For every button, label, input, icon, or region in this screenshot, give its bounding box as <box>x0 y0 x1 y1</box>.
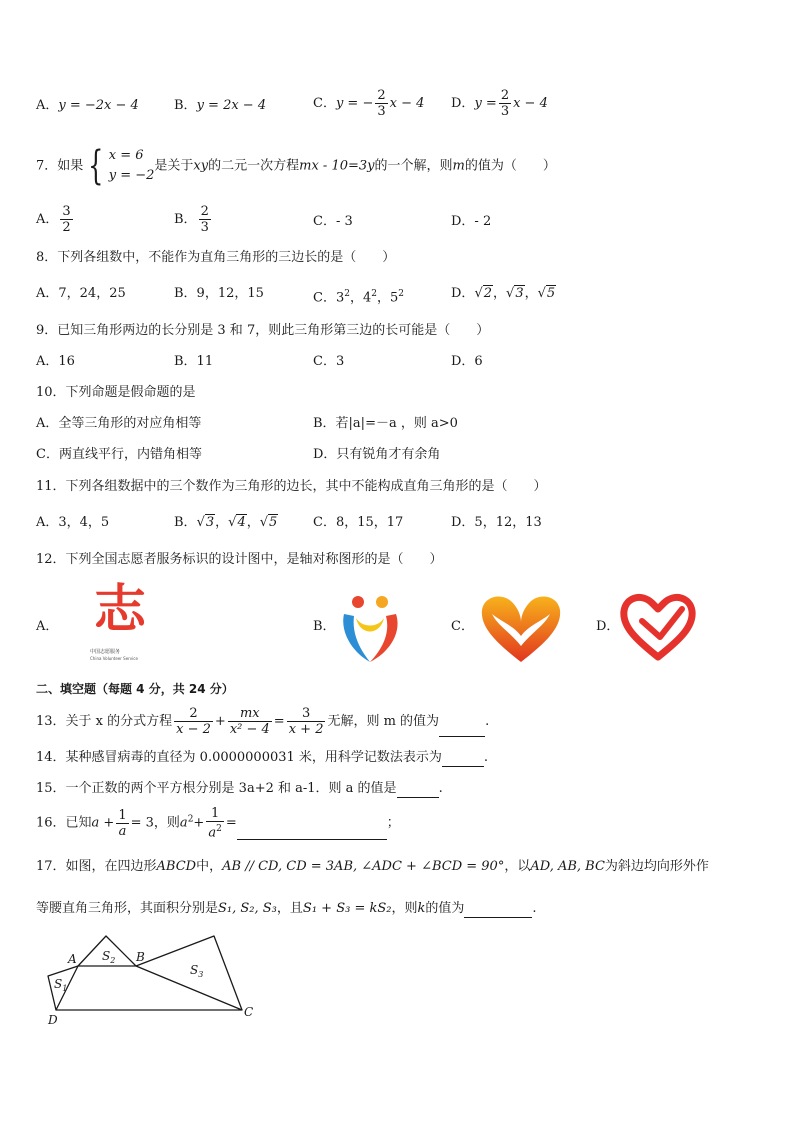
q7-num: 7．如果 <box>36 158 84 174</box>
q11-b-comma2: ， <box>246 515 260 530</box>
q9-option-d: D．6 <box>451 354 483 369</box>
label-a: A <box>68 952 77 966</box>
q13-answer-blank[interactable] <box>439 722 485 737</box>
q16-exp1: 2 <box>187 814 194 825</box>
q11-b-comma1: ， <box>215 515 229 530</box>
q11-option-b <box>174 514 278 532</box>
q8-d-rad2: 3 <box>515 286 524 301</box>
s2-letter: S <box>102 949 111 963</box>
q11-b-label: B． <box>174 515 197 530</box>
logo-c-heart <box>482 596 560 662</box>
q15-text: 15．一个正数的两个平方根分别是 3a+2 和 a-1．则 a 的值是 <box>36 781 397 796</box>
q17-l1-mid: 中， <box>196 859 223 874</box>
logo-b-center <box>356 618 384 632</box>
q9-option-b: B．11 <box>174 354 214 369</box>
q7-a-label: A． <box>36 212 59 227</box>
q10-option-d: D．只有锐角才有余角 <box>313 447 441 462</box>
q13-fraction-2 <box>228 706 272 737</box>
sqrt-icon: √3 <box>196 515 215 530</box>
q9-stem: 9．已知三角形两边的长分别是 3 和 7，则此三角形第三边的长可能是（ ） <box>36 323 490 338</box>
q7-eq: mx - 10=3y <box>299 158 375 174</box>
q13-f3-num: 3 <box>287 706 326 722</box>
q7-a-den: 2 <box>62 220 71 235</box>
q7-xy: xy <box>193 158 209 174</box>
q6-d-pre: y = <box>474 96 497 111</box>
q8-d-label: D． <box>451 286 475 301</box>
q13-end: . <box>485 714 490 729</box>
q8-option-c <box>313 285 404 307</box>
q17-l2-end: 的值为 <box>425 901 465 916</box>
q7-system <box>109 146 155 186</box>
q7-text3: 的一个解，则 <box>374 158 453 174</box>
q6-c-fraction <box>375 88 387 119</box>
q8-c-base1: C．3 <box>313 290 345 306</box>
q6-option-c-label: C． <box>313 96 336 111</box>
q8-d-rad1: 2 <box>483 286 493 301</box>
q8-d-rad3: 5 <box>546 286 556 301</box>
q9-option-a: A．16 <box>36 354 75 369</box>
q6-option-a-expr: y = −2x − 4 <box>58 98 139 113</box>
q10-option-b: B．若|a|=－a ，则 a>0 <box>313 416 458 431</box>
q7-text1: 是关于 <box>154 158 194 174</box>
q7-b-fraction <box>199 204 211 235</box>
q7-option-c: C．- 3 <box>313 214 353 229</box>
q15-answer-blank[interactable] <box>397 783 439 798</box>
sqrt-icon: √2 <box>474 286 493 301</box>
q16-pre: 16．已知 <box>36 815 92 831</box>
logo-a-glyph: 志 <box>94 580 147 640</box>
q8-c-exp1: 2 <box>344 289 350 299</box>
q17-areas: S₁, S₂, S₃ <box>218 901 277 916</box>
q16-fraction-1 <box>116 808 128 839</box>
q12-stem: 12．下列全国志愿者服务标识的设计图中，是轴对称图形的是（ ） <box>36 552 443 567</box>
q16-f1-den: a <box>118 823 127 839</box>
q16-line <box>36 806 400 840</box>
q10-stem: 10．下列命题是假命题的是 <box>36 385 196 400</box>
logo-b-head-orange <box>376 596 388 608</box>
s1-letter: S <box>54 977 63 991</box>
q13-pre: 13．关于 x 的分式方程 <box>36 714 173 729</box>
quadrilateral-abcd <box>56 966 242 1010</box>
q13-line <box>36 706 489 737</box>
logo-a-caption-en: China Volunteer Service <box>90 656 138 661</box>
q6-c-den: 3 <box>377 104 386 119</box>
q16-eq1: = 3 <box>130 815 154 831</box>
q12-option-c-label: C． <box>451 619 474 634</box>
volunteer-logo-c <box>478 592 564 664</box>
q16-answer-blank[interactable] <box>237 825 387 840</box>
q7-option-b <box>174 204 213 235</box>
s3-letter: S <box>190 963 199 977</box>
q17-figure <box>40 930 270 1030</box>
q8-d-comma1: ， <box>493 286 507 301</box>
q17-rel: S₁ + S₃ = kS₂ <box>302 901 392 916</box>
q16-f2-num: 1 <box>206 806 224 822</box>
q7-option-d: D．- 2 <box>451 214 492 229</box>
q7-text4: 的值为（ ） <box>464 158 556 174</box>
label-c: C <box>244 1005 254 1019</box>
q13-f1-num: 2 <box>174 706 213 722</box>
q14-line <box>36 749 488 767</box>
label-d: D <box>48 1013 58 1027</box>
q6-d-num: 2 <box>500 88 510 103</box>
sqrt-icon: √5 <box>537 286 556 301</box>
volunteer-logo-a <box>86 580 156 666</box>
q6-option-c <box>313 88 424 119</box>
q17-l1-end: 为斜边均向形外作 <box>604 859 709 874</box>
left-brace-icon: { <box>88 143 104 189</box>
q10-option-c: C．两直线平行，内错角相等 <box>36 447 202 462</box>
q10-option-a: A．全等三角形的对应角相等 <box>36 416 202 431</box>
q17-line-2 <box>36 900 537 918</box>
q11-b-rad2: 4 <box>237 515 246 530</box>
q16-mid: ，则 <box>153 815 180 831</box>
q6-c-num: 2 <box>377 88 386 103</box>
q17-line-1 <box>36 858 709 876</box>
q13-post: 无解，则 m 的值为 <box>327 714 440 729</box>
q8-c-base3: ，5 <box>376 290 399 306</box>
section-title: 二、填空题（每题 4 分，共 24 分） <box>36 682 234 696</box>
q12-option-b-label: B． <box>313 619 336 634</box>
q6-option-a-label: A． <box>36 98 59 113</box>
q7-b-num: 2 <box>200 204 209 219</box>
logo-d-hand <box>642 609 682 637</box>
q17-l1-post: ，以 <box>504 859 531 874</box>
q7-b-label: B． <box>174 212 197 227</box>
q17-l2-post: ，则 <box>391 901 418 916</box>
q7-option-a <box>36 204 75 235</box>
q17-abcd: ABCD <box>156 859 197 874</box>
q7-text2: 的二元一次方程 <box>208 158 300 174</box>
logo-a-caption: 中国志愿服务 <box>90 649 121 655</box>
q17-k: k <box>417 901 426 916</box>
q6-option-b-expr: y = 2x − 4 <box>196 98 267 113</box>
q16-plus: + <box>193 815 205 831</box>
q17-end: . <box>532 901 537 916</box>
q11-option-d: D．5，12，13 <box>451 515 542 530</box>
q9-option-c: C．3 <box>313 354 345 369</box>
label-s3 <box>190 963 203 979</box>
q6-d-post: x − 4 <box>513 96 548 111</box>
q8-d-comma2: ， <box>524 286 538 301</box>
volunteer-logo-d <box>620 591 696 661</box>
q16-end: ； <box>386 815 400 831</box>
label-b: B <box>136 950 145 964</box>
q6-c-post: x − 4 <box>389 96 425 111</box>
sqrt-icon: √5 <box>259 515 278 530</box>
label-s2 <box>102 949 115 965</box>
q8-option-a: A．7，24，25 <box>36 286 126 301</box>
q12-option-a-label: A． <box>36 619 59 634</box>
q13-plus: + <box>214 714 226 729</box>
q6-option-d-label: D． <box>451 96 475 111</box>
sqrt-icon: √3 <box>506 286 524 301</box>
logo-b-head-red <box>352 596 364 608</box>
q7-m: m <box>452 158 465 174</box>
q17-cond: AB // CD, CD = 3AB, ∠ADC + ∠BCD = 90° <box>222 859 505 874</box>
q14-end: . <box>483 750 489 765</box>
q8-option-d <box>451 285 556 303</box>
q6-option-d <box>451 88 548 119</box>
q16-f1-num: 1 <box>118 807 127 823</box>
q8-stem: 8．下列各组数中，不能作为直角三角形的三边长的是（ ） <box>36 250 396 265</box>
q13-f2-num: mx <box>228 706 272 722</box>
q17-l2-pre: 等腰直角三角形，其面积分别是 <box>36 901 219 916</box>
q7-stem <box>36 143 556 189</box>
q7-a-num: 3 <box>62 204 71 219</box>
q6-d-fraction <box>499 88 511 119</box>
q16-exp2: 2 <box>216 824 222 834</box>
volunteer-logo-b <box>338 592 404 664</box>
q15-end: . <box>438 781 443 796</box>
q17-l1-pre: 17．如图，在四边形 <box>36 859 157 874</box>
q6-option-b-label: B． <box>174 98 197 113</box>
q8-c-exp2: 2 <box>371 289 377 299</box>
q17-l2-mid: ，且 <box>276 901 303 916</box>
q14-answer-blank[interactable] <box>442 752 484 767</box>
q7-sys2: y = −2 <box>108 168 155 183</box>
q15-line <box>36 780 443 798</box>
q7-a-fraction <box>60 204 72 235</box>
s2-sub: 2 <box>110 956 116 965</box>
q16-a1: a + <box>91 815 115 831</box>
q11-option-a: A．3，4，5 <box>36 515 110 530</box>
q6-d-den: 3 <box>500 104 510 119</box>
q17-answer-blank[interactable] <box>464 903 532 918</box>
q13-eq: = <box>273 714 285 729</box>
q11-stem: 11．下列各组数据中的三个数作为三角形的边长，其中不能构成直角三角形的是（ ） <box>36 479 547 494</box>
q16-a2: a <box>179 815 188 831</box>
s3-sub: 3 <box>198 970 204 979</box>
q7-b-den: 3 <box>200 220 209 235</box>
q13-f3-den: x + 2 <box>288 722 324 737</box>
q8-c-exp3: 2 <box>398 289 404 299</box>
q6-option-b <box>174 97 266 115</box>
q8-option-b: B．9，12，15 <box>174 286 264 301</box>
q17-sides: AD, AB, BC <box>530 859 605 874</box>
q13-fraction-3 <box>287 706 326 737</box>
q11-b-rad3: 5 <box>269 515 278 530</box>
q14-text: 14．某种感冒病毒的直径为 0.0000000031 米，用科学记数法表示为 <box>36 750 442 765</box>
q6-option-a <box>36 97 139 115</box>
logo-b-right-body <box>370 614 398 662</box>
q13-f1-den: x − 2 <box>176 722 211 737</box>
q13-fraction-1 <box>174 706 213 737</box>
q16-eq2: = <box>225 815 237 831</box>
q12-option-d-label: D． <box>596 619 620 634</box>
sqrt-icon: √4 <box>228 515 246 530</box>
q8-c-base2: ，4 <box>349 290 372 306</box>
q16-f2-den: a <box>208 825 217 841</box>
label-s1 <box>54 977 67 993</box>
q16-fraction-2 <box>206 806 224 840</box>
q6-c-pre: y = − <box>335 96 374 111</box>
q11-b-rad1: 3 <box>205 515 215 530</box>
logo-b-left-body <box>343 614 370 662</box>
q7-sys1: x = 6 <box>108 148 144 163</box>
q11-option-c: C．8，15，17 <box>313 515 404 530</box>
q13-f2-den: x² − 4 <box>229 722 270 737</box>
s1-sub: 1 <box>62 984 68 993</box>
